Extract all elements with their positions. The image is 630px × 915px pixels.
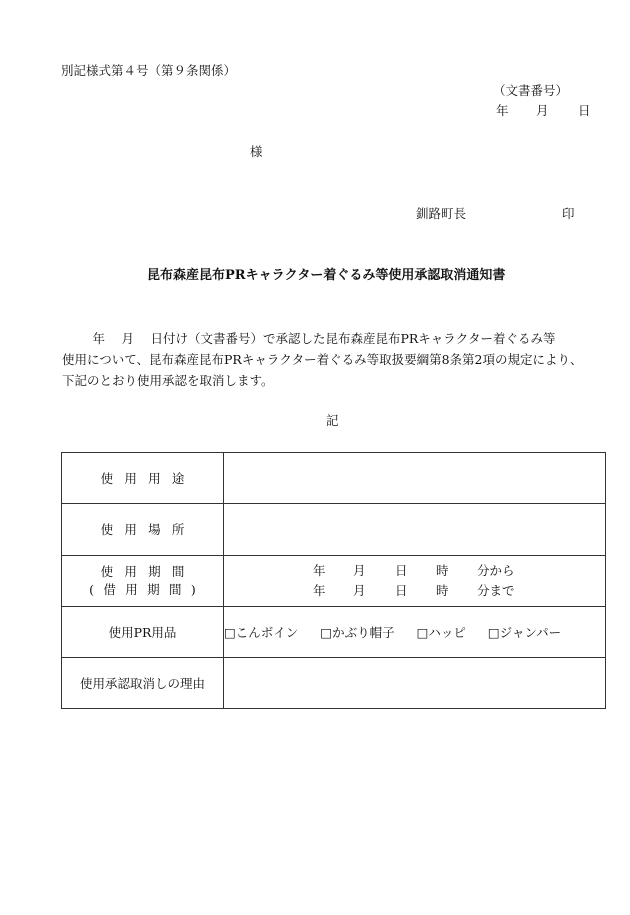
details-table [61,452,606,709]
reason-label: 使用承認取消しの理由 [79,675,205,691]
rental-period-label: (借用期間) [89,582,206,597]
seal-mark: 印 [562,206,575,221]
item-checkbox-happi[interactable]: □ハッピ [416,625,466,640]
to-hour: 時 [436,583,449,598]
from-month: 月 [353,563,366,578]
period-to-line [224,581,605,601]
row-reason [62,658,606,709]
body-line-1: 年 月 日付け（文書番号）で承認した昆布森産昆布PRキャラクター着ぐるみ等 [80,331,556,346]
item-checkbox-jumper[interactable]: □ジャンパー [487,625,562,640]
from-hour: 時 [436,563,449,578]
item-checkbox-konboin[interactable]: □こんボイン [224,625,299,640]
usage-label: 使用用途 [100,470,196,486]
period-value [224,556,606,607]
body-line-3: 下記のとおり使用承認を取消します。 [62,373,274,388]
row-items [62,607,606,658]
period-label: 使用期間 [100,563,196,579]
period-label-cell [62,556,224,607]
usage-label-cell [62,453,224,504]
from-day: 日 [395,563,408,578]
from-year: 年 [313,563,326,578]
items-value [224,607,606,658]
reason-label-cell [62,658,224,709]
period-from-line [224,561,605,581]
row-period [62,556,606,607]
date-day: 日 [578,103,591,118]
period-label-wrap [62,563,223,597]
items-label: 使用PR用品 [108,624,177,640]
usage-value [224,453,606,504]
place-label-cell [62,504,224,556]
to-minute: 分まで [477,583,515,598]
row-place [62,504,606,556]
addressee-suffix: 様 [250,144,263,159]
place-value [224,504,606,556]
date-year: 年 [496,103,509,118]
ki-label: 記 [326,413,339,428]
to-year: 年 [313,583,326,598]
row-usage [62,453,606,504]
date-month: 月 [536,103,549,118]
page-title: 昆布森産昆布PRキャラクター着ぐるみ等使用承認取消通知書 [147,268,506,283]
place-label: 使用場所 [100,522,196,537]
body-line-2: 使用について、昆布森産昆布PRキャラクター着ぐるみ等取扱要綱第8条第2項の規定により、 [62,352,583,367]
to-month: 月 [353,583,366,598]
sender-name: 釧路町長 [416,206,467,221]
form-number: 別記様式第４号（第９条関係） [61,63,237,78]
item-checkbox-hat[interactable]: □かぶり帽子 [320,625,395,640]
from-minute: 分から [477,563,515,578]
reason-value [224,658,606,709]
doc-number-label: （文書番号） [493,83,569,98]
to-day: 日 [395,583,408,598]
items-label-cell [62,607,224,658]
